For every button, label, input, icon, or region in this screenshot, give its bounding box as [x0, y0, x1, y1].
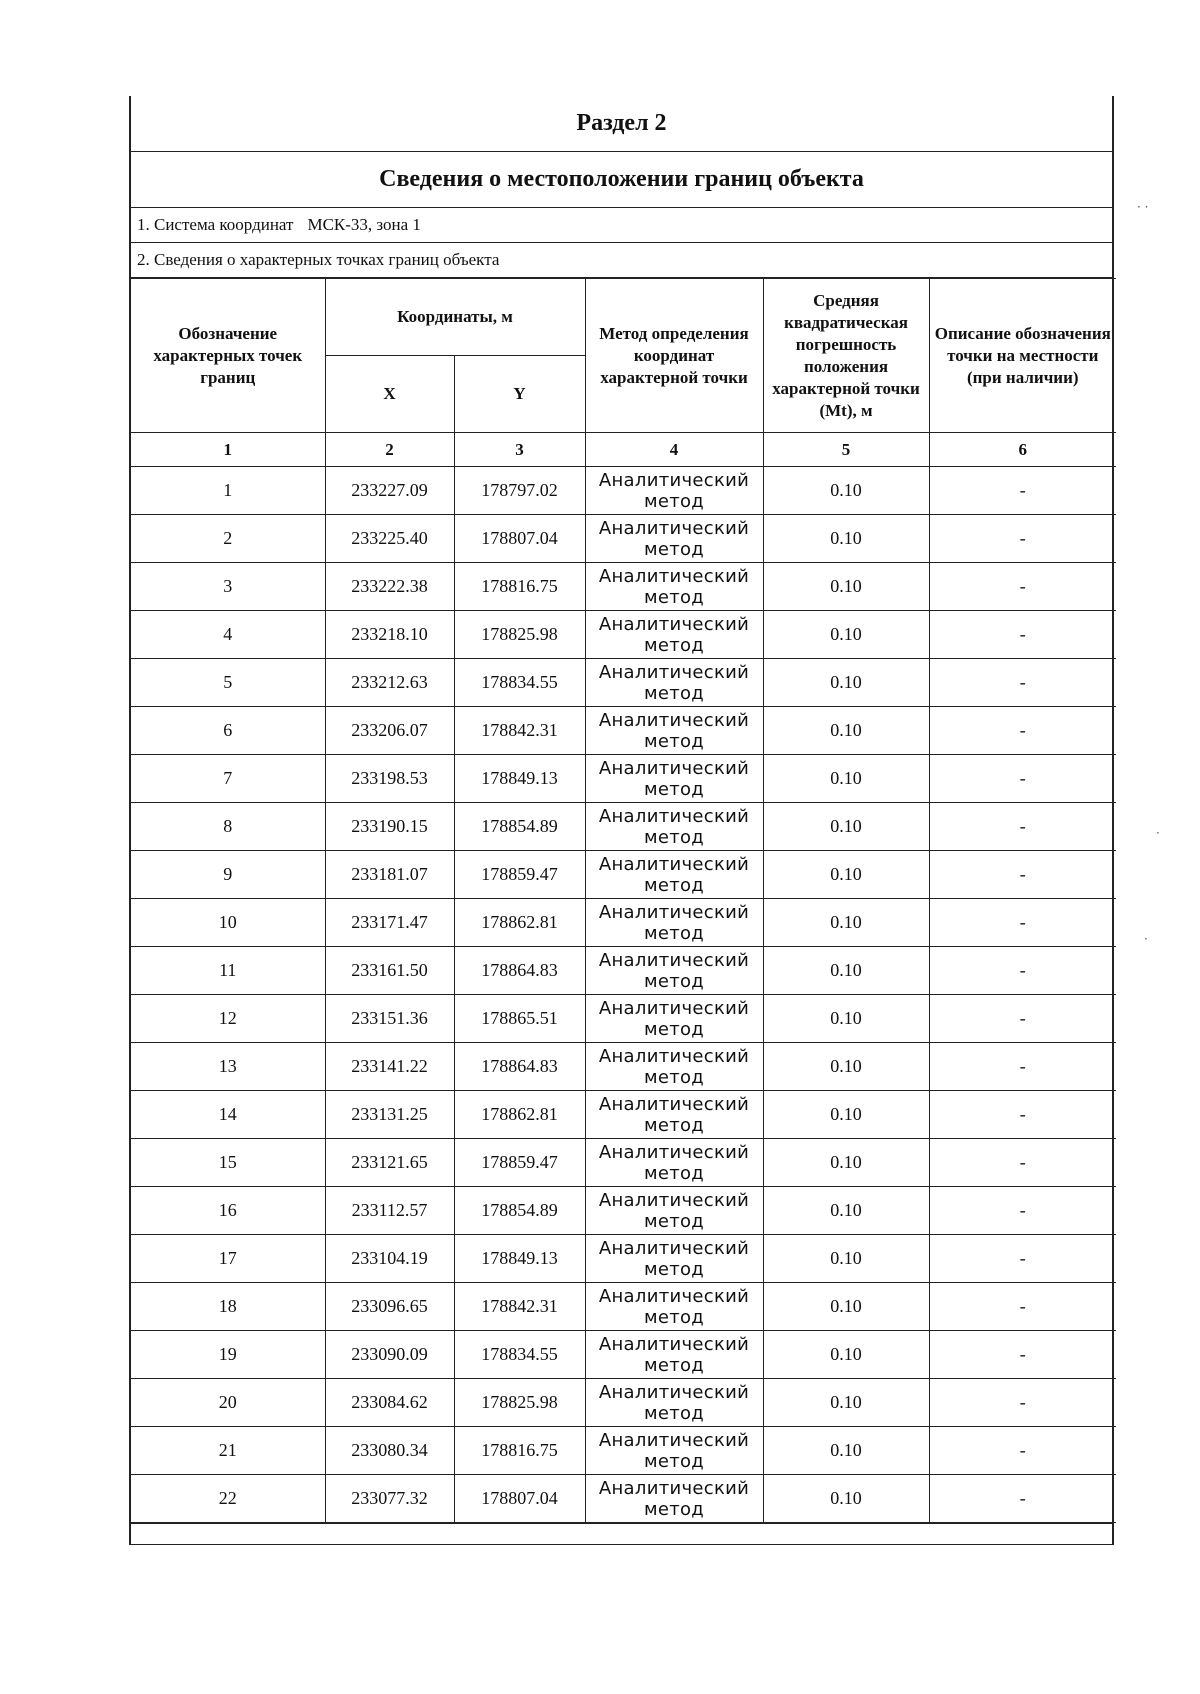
header-y: Y — [454, 356, 585, 433]
column-number: 3 — [454, 433, 585, 467]
coord-x: 233090.09 — [325, 1331, 454, 1379]
description-cell: - — [929, 1283, 1116, 1331]
error-cell: 0.10 — [763, 1139, 929, 1187]
coord-x: 233084.62 — [325, 1379, 454, 1427]
table-row — [131, 611, 1116, 659]
coord-system-value: МСК-33, зона 1 — [307, 215, 421, 234]
coord-y: 178816.75 — [454, 1427, 585, 1475]
section-subtitle: Сведения о местоположении границ объекта — [131, 152, 1112, 208]
coord-x: 233141.22 — [325, 1043, 454, 1091]
method-cell: Аналитический метод — [585, 899, 763, 947]
table-row — [131, 995, 1116, 1043]
table-row — [131, 1283, 1116, 1331]
error-cell: 0.10 — [763, 947, 929, 995]
column-number: 1 — [131, 433, 325, 467]
point-number: 20 — [131, 1379, 325, 1427]
description-cell: - — [929, 1379, 1116, 1427]
header-x: X — [325, 356, 454, 433]
method-cell: Аналитический метод — [585, 563, 763, 611]
error-cell: 0.10 — [763, 515, 929, 563]
method-cell: Аналитический метод — [585, 1427, 763, 1475]
method-cell: Аналитический метод — [585, 803, 763, 851]
header-coords: Координаты, м — [325, 279, 585, 356]
coord-x: 233225.40 — [325, 515, 454, 563]
point-number: 13 — [131, 1043, 325, 1091]
point-number: 15 — [131, 1139, 325, 1187]
coord-x: 233190.15 — [325, 803, 454, 851]
point-number: 21 — [131, 1427, 325, 1475]
point-number: 14 — [131, 1091, 325, 1139]
method-cell: Аналитический метод — [585, 659, 763, 707]
description-cell: - — [929, 1235, 1116, 1283]
description-cell: - — [929, 611, 1116, 659]
header-point: Обозначение характерных точек границ — [131, 279, 325, 433]
description-cell: - — [929, 851, 1116, 899]
coord-y: 178859.47 — [454, 851, 585, 899]
error-cell: 0.10 — [763, 1091, 929, 1139]
table-row — [131, 1427, 1116, 1475]
point-number: 19 — [131, 1331, 325, 1379]
coord-y: 178842.31 — [454, 707, 585, 755]
error-cell: 0.10 — [763, 995, 929, 1043]
table-row — [131, 1091, 1116, 1139]
coord-y: 178834.55 — [454, 1331, 585, 1379]
error-cell: 0.10 — [763, 851, 929, 899]
coord-system-row — [131, 208, 1112, 243]
coord-x: 233077.32 — [325, 1475, 454, 1523]
table-body — [131, 467, 1116, 1523]
error-cell: 0.10 — [763, 1379, 929, 1427]
point-number: 10 — [131, 899, 325, 947]
coord-x: 233171.47 — [325, 899, 454, 947]
coord-system-label: 1. Система координат — [137, 215, 294, 234]
description-cell: - — [929, 1091, 1116, 1139]
description-cell: - — [929, 1187, 1116, 1235]
coord-x: 233218.10 — [325, 611, 454, 659]
error-cell: 0.10 — [763, 1043, 929, 1091]
coord-y: 178825.98 — [454, 1379, 585, 1427]
error-cell: 0.10 — [763, 755, 929, 803]
section-title: Раздел 2 — [131, 96, 1112, 152]
table-row — [131, 755, 1116, 803]
description-cell: - — [929, 803, 1116, 851]
point-number: 12 — [131, 995, 325, 1043]
description-cell: - — [929, 659, 1116, 707]
coord-x: 233104.19 — [325, 1235, 454, 1283]
coord-x: 233131.25 — [325, 1091, 454, 1139]
description-cell: - — [929, 1475, 1116, 1523]
coord-x: 233121.65 — [325, 1139, 454, 1187]
description-cell: - — [929, 467, 1116, 515]
coord-y: 178854.89 — [454, 1187, 585, 1235]
document-frame — [129, 96, 1114, 1545]
error-cell: 0.10 — [763, 467, 929, 515]
description-cell: - — [929, 947, 1116, 995]
method-cell: Аналитический метод — [585, 1283, 763, 1331]
method-cell: Аналитический метод — [585, 611, 763, 659]
coord-y: 178816.75 — [454, 563, 585, 611]
point-number: 17 — [131, 1235, 325, 1283]
coord-x: 233227.09 — [325, 467, 454, 515]
coord-x: 233222.38 — [325, 563, 454, 611]
coord-x: 233080.34 — [325, 1427, 454, 1475]
coord-y: 178797.02 — [454, 467, 585, 515]
table-row — [131, 1475, 1116, 1523]
point-number: 1 — [131, 467, 325, 515]
point-number: 7 — [131, 755, 325, 803]
error-cell: 0.10 — [763, 1187, 929, 1235]
boundary-points-table — [131, 278, 1116, 1523]
scan-speck: · — [1144, 932, 1148, 946]
method-cell: Аналитический метод — [585, 995, 763, 1043]
scan-speck: · — [1156, 826, 1160, 840]
error-cell: 0.10 — [763, 1283, 929, 1331]
table-row — [131, 1139, 1116, 1187]
table-row — [131, 1379, 1116, 1427]
point-number: 9 — [131, 851, 325, 899]
error-cell: 0.10 — [763, 707, 929, 755]
coord-x: 233181.07 — [325, 851, 454, 899]
description-cell: - — [929, 707, 1116, 755]
header-description: Описание обозначения точки на местности (при наличии) — [929, 279, 1116, 433]
coord-x: 233096.65 — [325, 1283, 454, 1331]
coord-y: 178859.47 — [454, 1139, 585, 1187]
point-number: 22 — [131, 1475, 325, 1523]
table-row — [131, 899, 1116, 947]
point-number: 8 — [131, 803, 325, 851]
error-cell: 0.10 — [763, 1331, 929, 1379]
table-row — [131, 659, 1116, 707]
method-cell: Аналитический метод — [585, 1379, 763, 1427]
point-number: 5 — [131, 659, 325, 707]
point-number: 11 — [131, 947, 325, 995]
coord-x: 233112.57 — [325, 1187, 454, 1235]
method-cell: Аналитический метод — [585, 851, 763, 899]
description-cell: - — [929, 1139, 1116, 1187]
coord-x: 233151.36 — [325, 995, 454, 1043]
coord-y: 178854.89 — [454, 803, 585, 851]
header-method: Метод определения координат характерной точки — [585, 279, 763, 433]
document-page — [129, 96, 1114, 1545]
method-cell: Аналитический метод — [585, 1187, 763, 1235]
point-number: 2 — [131, 515, 325, 563]
column-number: 4 — [585, 433, 763, 467]
description-cell: - — [929, 755, 1116, 803]
table-row — [131, 707, 1116, 755]
method-cell: Аналитический метод — [585, 1475, 763, 1523]
table-row — [131, 803, 1116, 851]
point-number: 18 — [131, 1283, 325, 1331]
method-cell: Аналитический метод — [585, 1235, 763, 1283]
coord-y: 178864.83 — [454, 1043, 585, 1091]
description-cell: - — [929, 1043, 1116, 1091]
error-cell: 0.10 — [763, 1427, 929, 1475]
coord-y: 178862.81 — [454, 1091, 585, 1139]
table-row — [131, 563, 1116, 611]
point-number: 4 — [131, 611, 325, 659]
coord-y: 178849.13 — [454, 1235, 585, 1283]
coord-x: 233212.63 — [325, 659, 454, 707]
table-row — [131, 1187, 1116, 1235]
coord-x: 233161.50 — [325, 947, 454, 995]
table-row — [131, 1235, 1116, 1283]
table-row — [131, 515, 1116, 563]
table-row — [131, 947, 1116, 995]
coord-y: 178862.81 — [454, 899, 585, 947]
point-number: 16 — [131, 1187, 325, 1235]
method-cell: Аналитический метод — [585, 1139, 763, 1187]
points-heading: 2. Сведения о характерных точках границ объекта — [131, 243, 1112, 278]
description-cell: - — [929, 899, 1116, 947]
column-number: 5 — [763, 433, 929, 467]
error-cell: 0.10 — [763, 563, 929, 611]
point-number: 3 — [131, 563, 325, 611]
coord-y: 178842.31 — [454, 1283, 585, 1331]
description-cell: - — [929, 1331, 1116, 1379]
header-error: Средняя квадратическая погрешность положения характерной точки (Mt), м — [763, 279, 929, 433]
column-number: 2 — [325, 433, 454, 467]
table-row — [131, 851, 1116, 899]
scan-speck: · · — [1137, 200, 1149, 214]
error-cell: 0.10 — [763, 611, 929, 659]
error-cell: 0.10 — [763, 899, 929, 947]
error-cell: 0.10 — [763, 1475, 929, 1523]
method-cell: Аналитический метод — [585, 947, 763, 995]
error-cell: 0.10 — [763, 659, 929, 707]
table-bottom-border — [131, 1523, 1112, 1545]
coord-y: 178834.55 — [454, 659, 585, 707]
column-number: 6 — [929, 433, 1116, 467]
point-number: 6 — [131, 707, 325, 755]
description-cell: - — [929, 1427, 1116, 1475]
method-cell: Аналитический метод — [585, 1091, 763, 1139]
method-cell: Аналитический метод — [585, 1331, 763, 1379]
table-row — [131, 467, 1116, 515]
description-cell: - — [929, 515, 1116, 563]
error-cell: 0.10 — [763, 1235, 929, 1283]
error-cell: 0.10 — [763, 803, 929, 851]
coord-y: 178825.98 — [454, 611, 585, 659]
coord-y: 178807.04 — [454, 1475, 585, 1523]
method-cell: Аналитический метод — [585, 515, 763, 563]
coord-x: 233206.07 — [325, 707, 454, 755]
description-cell: - — [929, 995, 1116, 1043]
method-cell: Аналитический метод — [585, 707, 763, 755]
coord-x: 233198.53 — [325, 755, 454, 803]
coord-y: 178807.04 — [454, 515, 585, 563]
table-row — [131, 1043, 1116, 1091]
method-cell: Аналитический метод — [585, 1043, 763, 1091]
coord-y: 178864.83 — [454, 947, 585, 995]
description-cell: - — [929, 563, 1116, 611]
method-cell: Аналитический метод — [585, 467, 763, 515]
coord-y: 178849.13 — [454, 755, 585, 803]
coord-y: 178865.51 — [454, 995, 585, 1043]
table-row — [131, 1331, 1116, 1379]
method-cell: Аналитический метод — [585, 755, 763, 803]
